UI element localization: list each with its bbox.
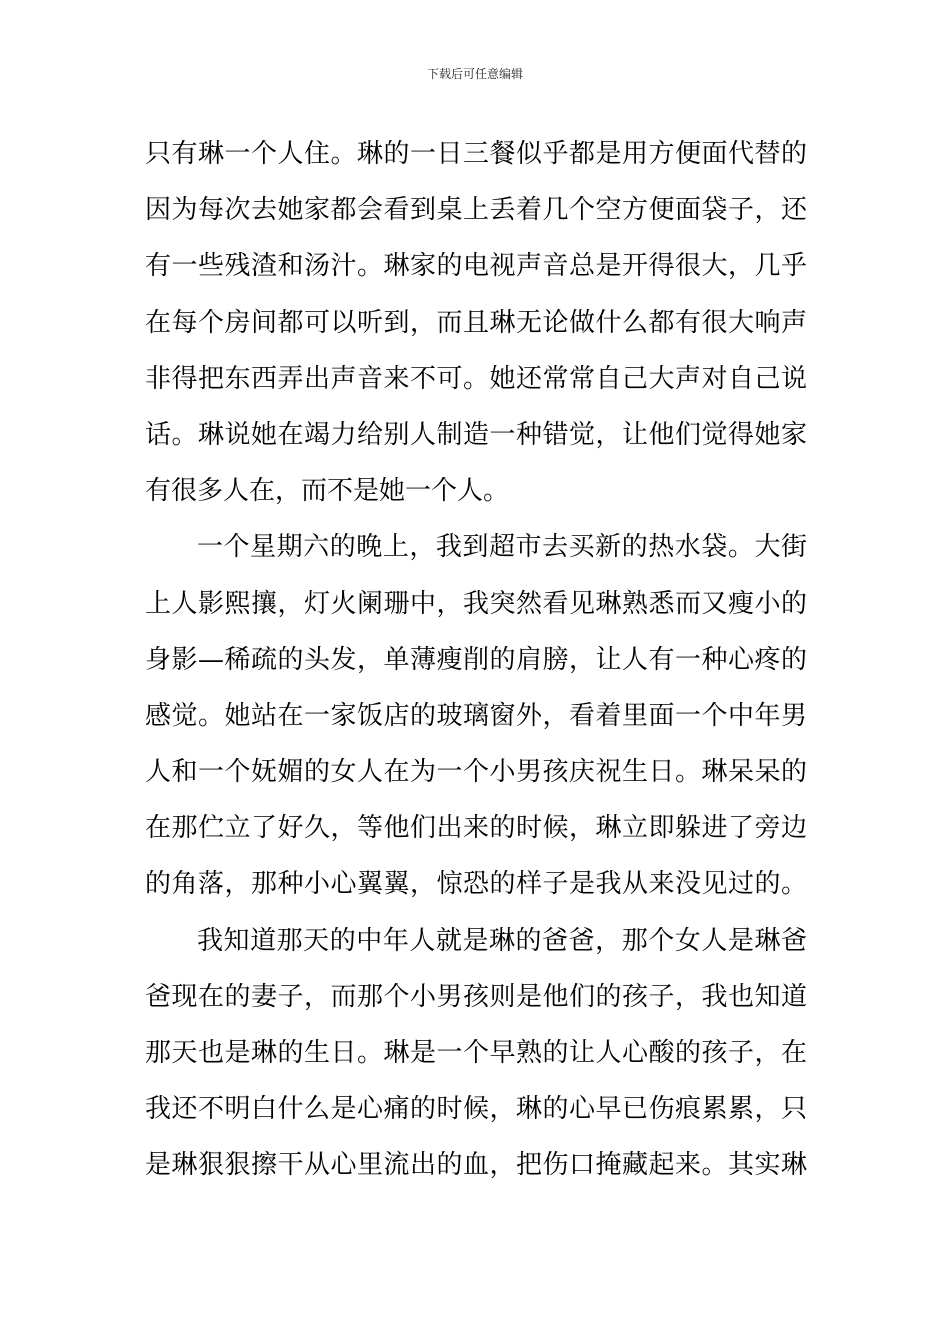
text-line: 有一些残渣和汤汁。琳家的电视声音总是开得很大，几乎 xyxy=(145,251,808,282)
text-line: 有很多人在，而不是她一个人。 xyxy=(145,476,510,507)
text-line: 的角落，那种小心翼翼，惊恐的样子是我从来没见过的。 xyxy=(145,869,808,900)
text-line: 一个星期六的晚上，我到超市去买新的热水袋。大街 xyxy=(197,532,808,563)
text-line: 身影—稀疏的头发，单薄瘦削的肩膀，让人有一种心疼的 xyxy=(145,644,808,675)
text-line: 话。琳说她在竭力给别人制造一种错觉，让他们觉得她家 xyxy=(145,419,808,450)
document-body xyxy=(145,126,807,1194)
text-line: 因为每次去她家都会看到桌上丢着几个空方便面袋子，还 xyxy=(145,195,808,226)
text-line: 在每个房间都可以听到，而且琳无论做什么都有很大响声 xyxy=(145,307,808,338)
page-header: 下载后可任意编辑 xyxy=(426,67,523,81)
text-line: 爸现在的妻子，而那个小男孩则是他们的孩子，我也知道 xyxy=(145,981,808,1012)
text-line: 在那伫立了好久，等他们出来的时候，琳立即躲进了旁边 xyxy=(145,813,808,844)
text-line: 我知道那天的中年人就是琳的爸爸，那个女人是琳爸 xyxy=(197,925,808,956)
text-line: 上人影熙攘，灯火阑珊中，我突然看见琳熟悉而又瘦小的 xyxy=(145,588,808,619)
text-line: 只有琳一个人住。琳的一日三餐似乎都是用方便面代替的 xyxy=(145,139,808,169)
text-line: 非得把东西弄出声音来不可。她还常常自己大声对自己说 xyxy=(145,363,808,394)
text-line: 是琳狠狠擦干从心里流出的血，把伤口掩藏起来。其实琳 xyxy=(145,1150,808,1181)
text-line: 那天也是琳的生日。琳是一个早熟的让人心酸的孩子，在 xyxy=(145,1038,808,1068)
text-line: 我还不明白什么是心痛的时候，琳的心早已伤痕累累，只 xyxy=(145,1094,808,1125)
text-line: 人和一个妩媚的女人在为一个小男孩庆祝生日。琳呆呆的 xyxy=(145,757,808,788)
text-line: 感觉。她站在一家饭店的玻璃窗外，看着里面一个中年男 xyxy=(145,700,808,731)
